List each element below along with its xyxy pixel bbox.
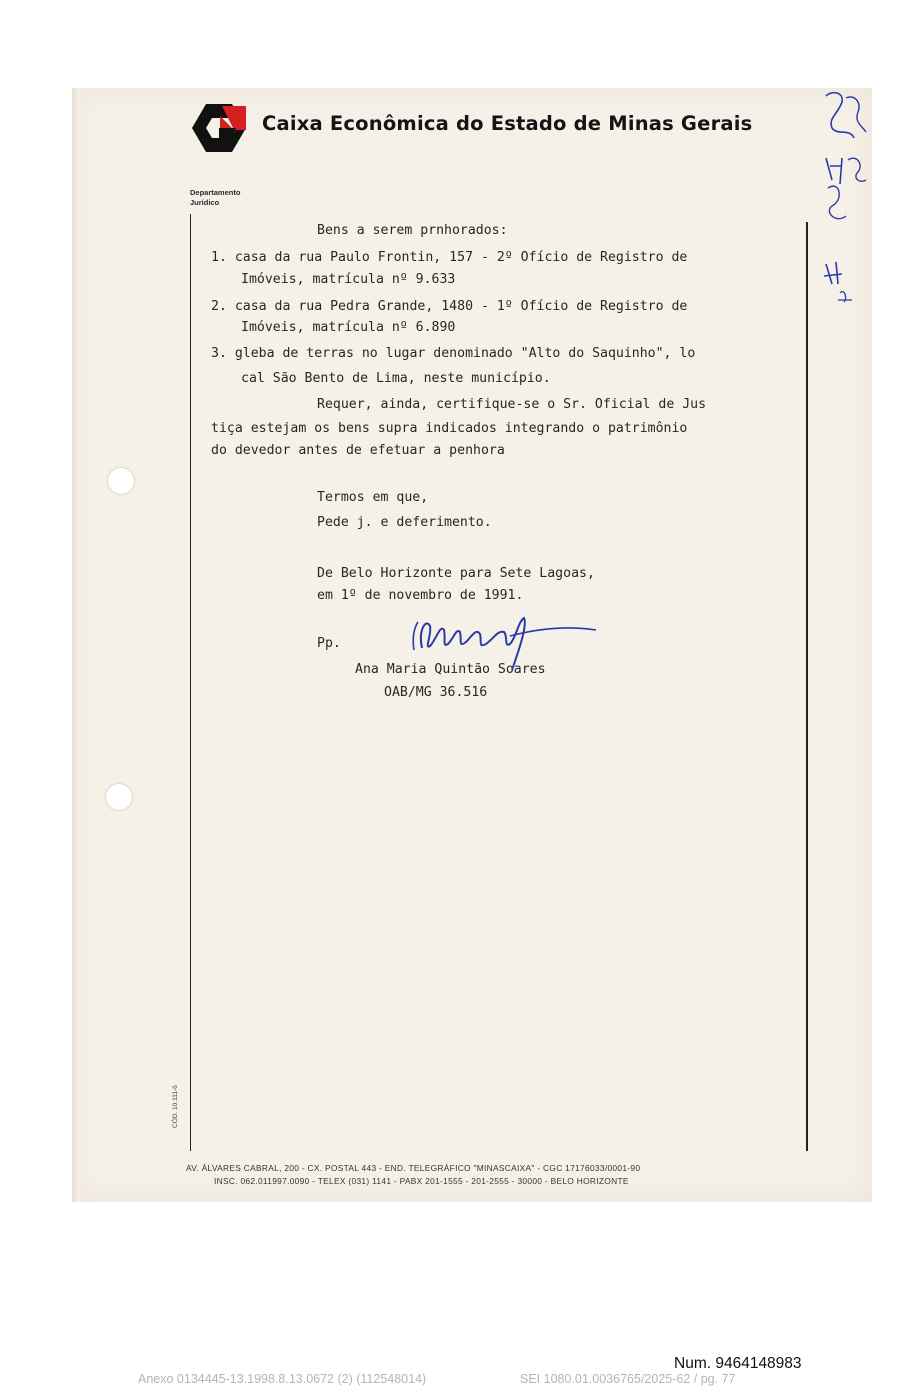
department-line-1: Departamento <box>190 188 241 197</box>
form-code: CÓD. 10.111-6 <box>172 1085 179 1128</box>
body-line: 1. casa da rua Paulo Frontin, 157 - 2º Ofício de Registro de <box>211 250 688 265</box>
body-line: Imóveis, matrícula nº 9.633 <box>241 272 456 287</box>
date-line: em 1º de novembro de 1991. <box>317 588 524 603</box>
punch-hole-top <box>108 468 134 494</box>
document-number: Num. 9464148983 <box>674 1355 802 1372</box>
punch-hole-bottom <box>106 784 132 810</box>
body-line: Bens a serem prnhorados: <box>317 223 508 238</box>
body-line: cal São Bento de Lima, neste município. <box>241 371 551 386</box>
pp-label: Pp. <box>317 636 341 651</box>
sei-reference: SEI 1080.01.0036765/2025-62 / pg. 77 <box>520 1372 736 1386</box>
body-line: tiça estejam os bens supra indicados integrando o patrimônio <box>211 421 688 436</box>
bank-logo-icon <box>192 102 248 154</box>
closing-line: Pede j. e deferimento. <box>317 515 492 530</box>
annex-reference: Anexo 0134445-13.1998.8.13.0672 (2) (112548014) <box>138 1372 427 1386</box>
closing-line: Termos em que, <box>317 490 429 505</box>
department-label <box>190 188 240 208</box>
body-line: Requer, ainda, certifique-se o Sr. Oficial de Jus <box>317 397 707 412</box>
body-line: Imóveis, matrícula nº 6.890 <box>241 320 456 335</box>
signature-scribble <box>400 600 610 680</box>
margin-handwriting <box>818 88 878 318</box>
footer-contact: INSC. 062.011997.0090 - TELEX (031) 1141 - PABX 201-1555 - 201-2555 - 30000 - BELO HORIZONTE <box>214 1176 629 1186</box>
signatory-oab: OAB/MG 36.516 <box>384 685 488 700</box>
department-line-2: Jurídico <box>190 198 220 207</box>
footer-address: AV. ÁLVARES CABRAL, 200 - CX. POSTAL 443 - END. TELEGRÁFICO "MINASCAIXA" - CGC 17176033/0001-90 <box>186 1163 641 1173</box>
company-name: Caixa Econômica do Estado de Minas Gerais <box>262 112 753 135</box>
place-line: De Belo Horizonte para Sete Lagoas, <box>317 566 595 581</box>
body-line: 3. gleba de terras no lugar denominado "Alto do Saquinho", lo <box>211 346 696 361</box>
body-line: do devedor antes de efetuar a penhora <box>211 443 505 458</box>
margin-rule-right <box>806 222 808 1151</box>
margin-rule-left <box>190 214 191 1151</box>
scan-edge <box>72 88 80 1202</box>
signatory-name: Ana Maria Quintão Soares <box>355 662 546 677</box>
body-line: 2. casa da rua Pedra Grande, 1480 - 1º Ofício de Registro de <box>211 299 688 314</box>
